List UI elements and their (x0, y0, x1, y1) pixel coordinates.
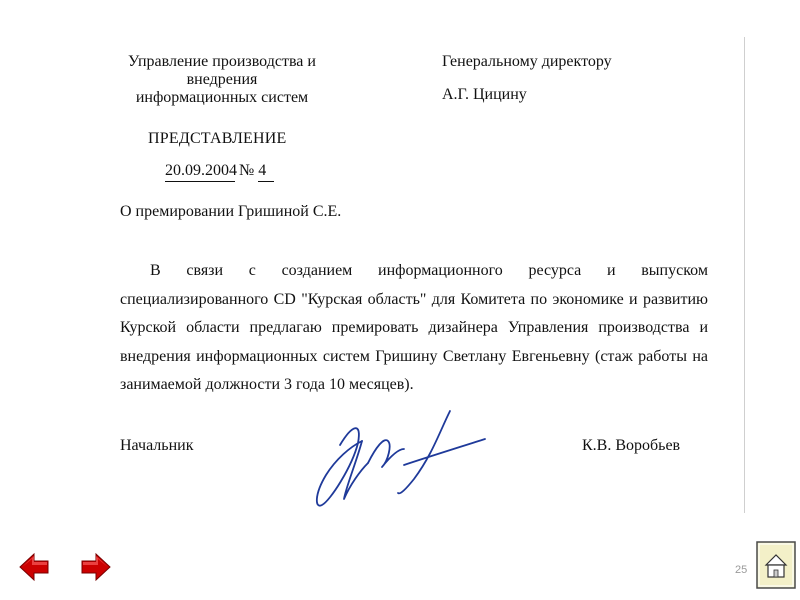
document-number: 4 (258, 162, 274, 182)
arrow-right-icon[interactable] (80, 551, 112, 583)
arrow-left-icon[interactable] (18, 551, 50, 583)
organization-line: внедрения (186, 71, 258, 88)
document-body: В связи с созданием информационного ресурса и выпуском специализированного CD "Курская область" для Комитета по экономике и развитию Курской области предлагаю премировать дизайнера Управления производства и внедрения информационных систем Гришину Светлану Евгеньевну (стаж работы на занимаемой должности 3 года 10 месяцев). (120, 262, 708, 394)
organization-line: информационных систем (135, 89, 309, 106)
page-number: 25 (735, 564, 748, 576)
number-label: № (239, 162, 255, 179)
document-date: 20.09.2004 (165, 162, 235, 182)
document-subject: О премировании Гришиной С.Е. (120, 203, 342, 220)
organization-name (112, 53, 332, 107)
home-icon[interactable] (756, 541, 796, 589)
addressee-name: А.Г. Цицину (442, 86, 527, 103)
document-date-number (165, 162, 274, 182)
document-type: ПРЕДСТАВЛЕНИЕ (148, 130, 287, 147)
page-divider (744, 37, 745, 513)
signer-position: Начальник (120, 437, 194, 454)
organization-line: Управление производства и (128, 53, 316, 70)
handwritten-signature (300, 405, 495, 515)
addressee (442, 53, 612, 119)
signer-name: К.В. Воробьев (582, 437, 681, 454)
addressee-title: Генеральному директору (442, 53, 612, 70)
